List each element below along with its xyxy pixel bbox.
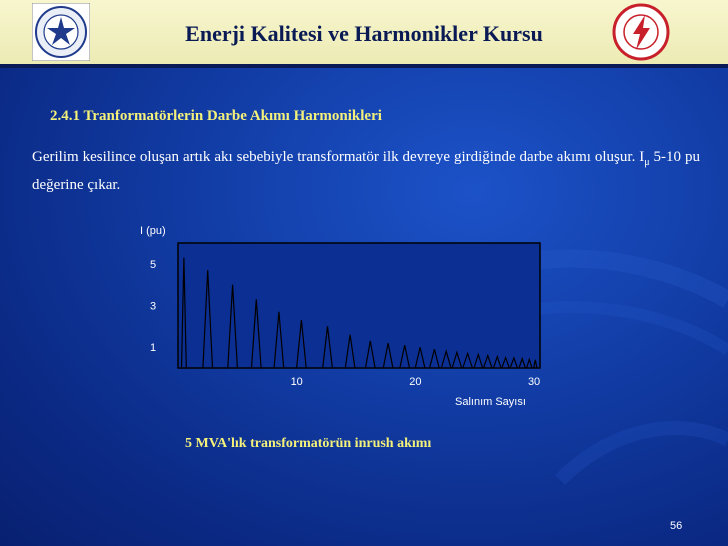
plot-area [178, 243, 540, 368]
chart-caption: 5 MVA'lık transformatörün inrush akımı [185, 436, 432, 451]
section-heading: 2.4.1 Tranformatörlerin Darbe Akımı Harmonikleri [50, 108, 382, 124]
y-tick-label: 5 [150, 258, 157, 271]
x-tick-label: 30 [527, 376, 541, 388]
x-tick-label: 10 [290, 376, 303, 388]
x-axis-label: Salınım Sayısı [455, 396, 526, 408]
x-tick-label: 20 [409, 376, 422, 388]
y-axis-label: I (pu) [140, 225, 166, 237]
mu-subscript: μ [644, 157, 650, 168]
paragraph-text: Gerilim kesilince oluşan artık akı sebebiyle transformatör ilk devreye girdiğinde darbe akımı oluşur. I [32, 149, 645, 165]
page-number: 56 [670, 520, 683, 532]
y-tick-label: 3 [150, 300, 157, 313]
paragraph-text-end: 5-10 pu değerine çıkar. [32, 149, 700, 193]
page-title: Enerji Kalitesi ve Harmonikler Kursu [185, 21, 543, 46]
y-tick-label: 1 [150, 342, 157, 355]
